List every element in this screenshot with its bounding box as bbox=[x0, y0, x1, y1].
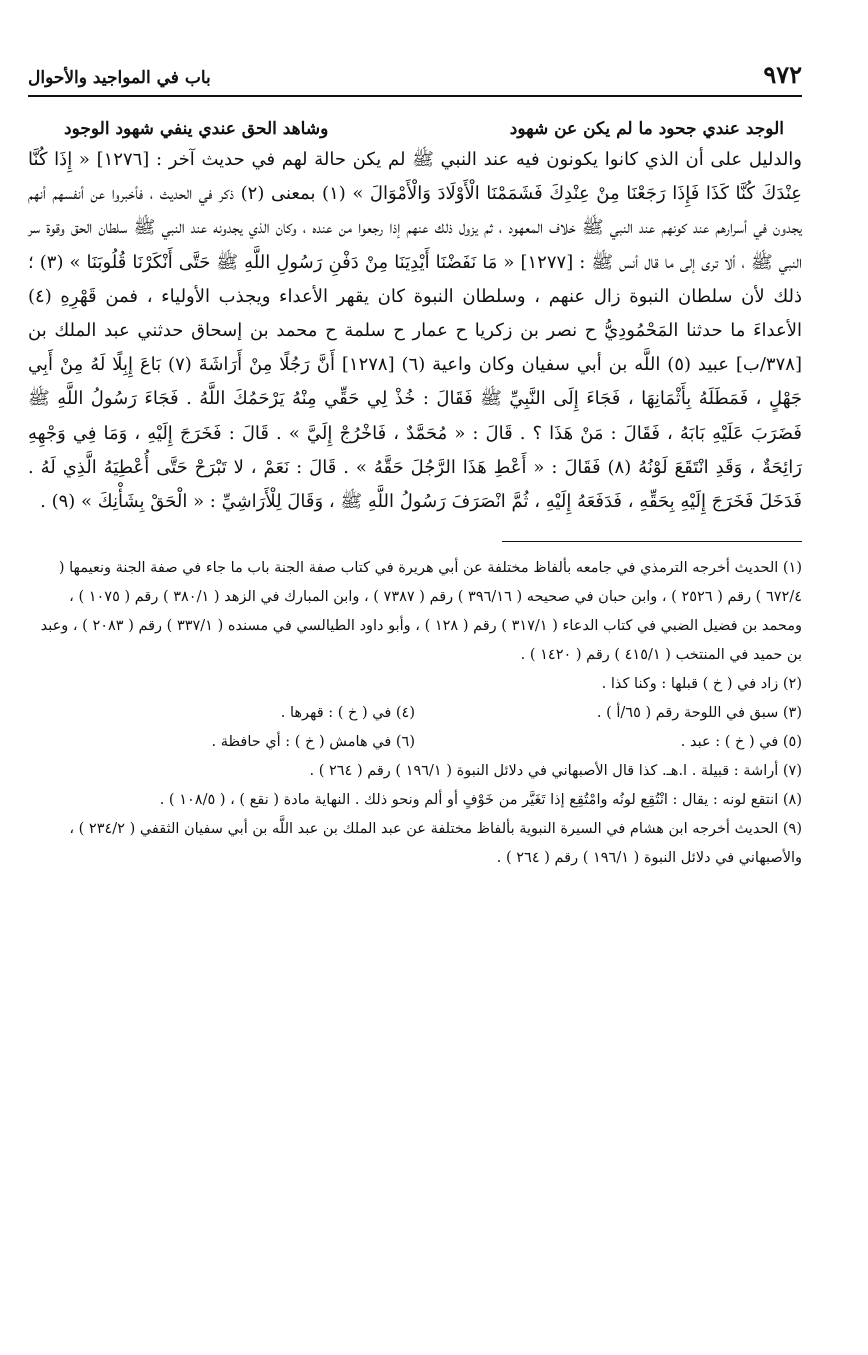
verse-first-hemistich: الوجد عندي جحود ما لم يكن عن شهود bbox=[509, 119, 784, 139]
footnotes bbox=[28, 554, 802, 873]
footnote-row bbox=[28, 728, 802, 757]
main-text bbox=[28, 143, 802, 519]
footnote-5: (٥) في ( خ ) : عبد . bbox=[680, 734, 802, 751]
body-paragraph: والدليل على أن الذي كانوا يكونون فيه عند النبي ﷺ لم يكن حالة لهم في حديث آخر : [١٢٧٦] « إِذَا كُنَّا عِنْدَكَ كُنَّا كَذَا فَإِذَا رَجَعْنَا مِنْ عِنْدِكَ فَشَمَمْنَا الْأَوْلَادَ وَالْأَمْوَالَ » (١) بمعنى (٢) ذكر في الحديث ، فأخبروا عن أنفسهم أنهم يجدون في أسرارهم عند كونهم عند النبي ﷺ خلاف المعهود ، ثم يزول ذلك عنهم إذا رجعوا من عنده ، وكان الذي يجدونه عند النبي ﷺ سلطان الحق وقوة سر النبي ﷺ ، ألا ترى إلى ما قال أنس ﷺ : [١٢٧٧] « مَا نَفَضْنَا أَيْدِيَنَا مِنْ دَفْنِ رَسُولِ اللَّهِ ﷺ حَتَّى أَنْكَرْنَا قُلُوبَنَا » (٣) ؛ ذلك لأن سلطان النبوة زال عنهم ، وسلطان النبوة كان يقهر الأعداء ويجذب الأولياء ، فمن قَهْرِهِ (٤) الأعداءَ ما حدثنا المَحْمُودِيُّ ح نصر بن زكريا ح عمار ح سلمة ح محمد بن إسحاق حدثني عبد الملك بن [٣٧٨/ب] عبيد (٥) اللَّه بن أبي سفيان وكان واعية (٦) [١٢٧٨] أَنَّ رَجُلًا مِنْ أَرَاشَةَ (٧) بَاعَ إِبِلًا لَهُ مِنْ أَبِي جَهْلٍ ، فَمَطَلَهُ بِأَثْمَانِهَا ، فَجَاءَ إِلَى النَّبِيِّ ﷺ فَقَالَ : خُذْ لِي حَقِّي مِنْهُ يَرْحَمُكَ اللَّهُ . فَجَاءَ رَسُولُ اللَّهِ ﷺ فَضَرَبَ عَلَيْهِ بَابَهُ ، فَقَالَ : مَنْ هَذَا ؟ . قَالَ : « مُحَمَّدٌ ، فَاخْرُجْ إِلَيَّ » . قَالَ : فَخَرَجَ إِلَيْهِ ، وَمَا فِي وَجْهِهِ رَائِحَةٌ ، وَقَدِ انْتَقَعَ لَوْنُهُ (٨) فَقَالَ : « أَعْطِ هَذَا الرَّجُلَ حَقَّهُ » . قَالَ : نَعَمْ ، لا تَبْرَحْ حَتَّى أُعْطِيَهُ الَّذِي لَهُ . فَدَخَلَ فَخَرَجَ إِلَيْهِ بِحَقِّهِ ، فَدَفَعَهُ إِلَيْهِ ، ثُمَّ انْصَرَفَ رَسُولُ اللَّهِ ﷺ ، وَقَالَ لِلْأَرَاشِيِّ : « الْحَقْ بِشَأْنِكَ » (٩) . bbox=[28, 149, 802, 513]
footnote-1: (١) الحديث أخرجه الترمذي في جامعه بألفاظ مختلفة عن أبي هريرة في كتاب صفة الجنة باب ما جاء في صفة الجنة ونعيمها ( ٦٧٢/٤ ) رقم ( ٢٥٢٦ ) ، وابن حبان في صحيحه ( ٣٩٦/١٦ ) رقم ( ٧٣٨٧ ) ، وابن المبارك في الزهد ( ٣٨٠/١ ) رقم ( ١٠٧٥ ) ، ومحمد بن فضيل الضبي في كتاب الدعاء ( ٣١٧/١ ) رقم ( ١٢٨ ) ، وأبو داود الطيالسي في مسنده ( ٣٣٧/١ ) رقم ( ٢٠٨٣ ) ، وعبد بن حميد في المنتخب ( ٤١٥/١ ) رقم ( ١٤٢٠ ) . bbox=[40, 560, 802, 664]
page-header bbox=[28, 60, 802, 97]
footnote-8: (٨) انتقع لونه : يقال : انْتُقِع لونُه وامْتُقِع إذا تَغَيَّر من خَوْفٍ أو ألم ونحو ذلك . النهاية مادة ( نقع ) ، ( ١٠٨/٥ ) . bbox=[159, 792, 802, 809]
running-title: باب في المواجيد والأحوال bbox=[28, 68, 211, 88]
footnote-separator bbox=[502, 541, 802, 542]
footnote-6: (٦) في هامش ( خ ) : أي حافظة . bbox=[211, 734, 415, 751]
footnote-2: (٢) زاد في ( خ ) قبلها : وكنا كذا . bbox=[601, 676, 802, 693]
footnote-3: (٣) سبق في اللوحة رقم ( ٦٥/أ ) . bbox=[596, 705, 802, 722]
document-page bbox=[28, 60, 802, 873]
footnote-row bbox=[28, 699, 802, 728]
poetry-verse bbox=[28, 119, 802, 139]
footnote-9: (٩) الحديث أخرجه ابن هشام في السيرة النبوية بألفاظ مختلفة عن عبد الملك بن عبد اللَّه بن أبي سفيان الثقفي ( ٢٣٤/٢ ) ، والأصبهاني في دلائل النبوة ( ١٩٦/١ ) رقم ( ٢٦٤ ) . bbox=[69, 821, 802, 867]
verse-second-hemistich: وشاهد الحق عندي ينفي شهود الوجود bbox=[64, 119, 329, 139]
footnote-4: (٤) في ( خ ) : قهرها . bbox=[280, 705, 415, 722]
footnote-7: (٧) أراشة : قبيلة . ا.هـ. كذا قال الأصبهاني في دلائل النبوة ( ١٩٦/١ ) رقم ( ٢٦٤ ) . bbox=[309, 763, 802, 780]
page-number: ٩٧٢ bbox=[763, 60, 802, 89]
